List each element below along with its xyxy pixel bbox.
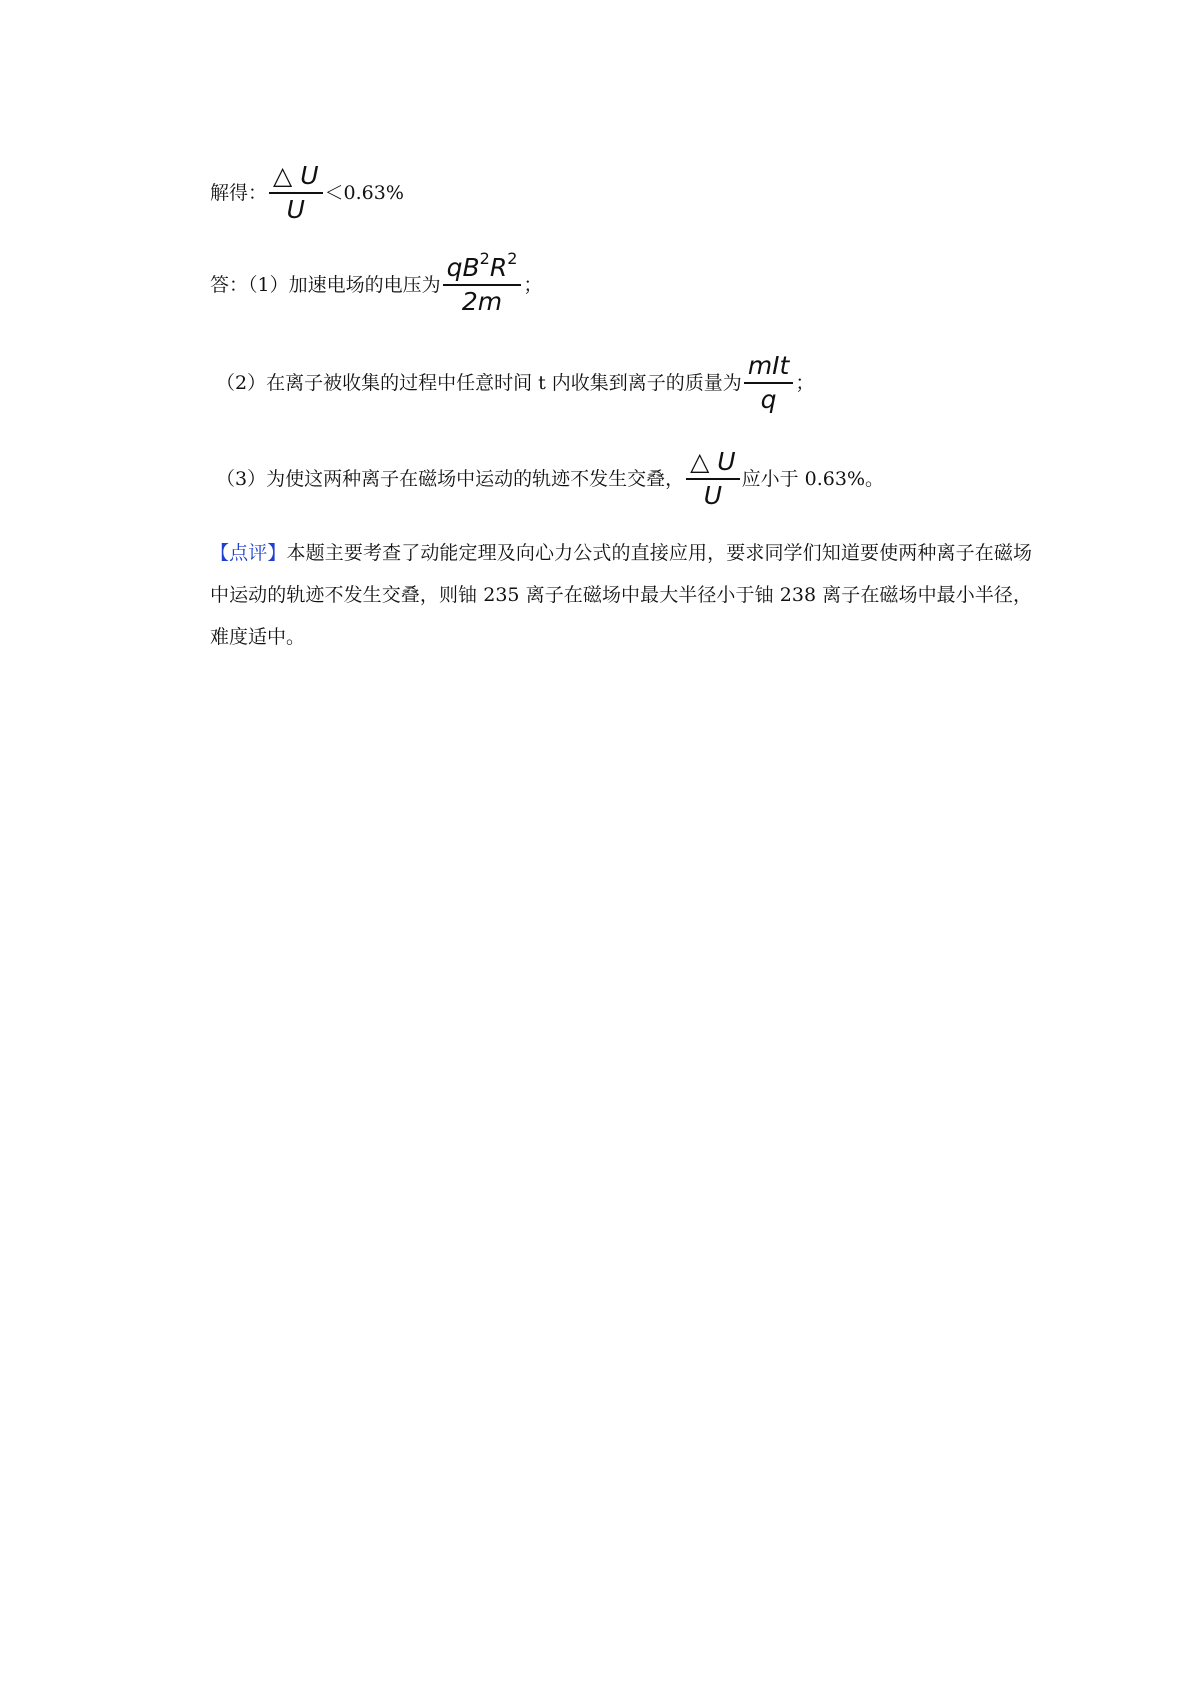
fraction-denominator: U (703, 480, 722, 510)
answer-2-tail: ； (795, 371, 815, 394)
answer-3-text: （3）为使这两种离子在磁场中运动的轨迹不发生交叠， (216, 467, 685, 490)
fraction-numerator: mIt (747, 351, 790, 380)
fraction-numerator: △ U (273, 161, 319, 190)
fraction-denominator: q (760, 384, 777, 414)
fraction-numerator: $qB^2R^2$ (446, 249, 518, 282)
solution-result-tail: ＜0.63% (324, 181, 404, 204)
comment-text: 本题主要考查了动能定理及向心力公式的直接应用，要求同学们知道要使两种离子在磁场中运动的轨迹不发生交叠，则铀 235 离子在磁场中最大半径小于铀 238 离子在磁场中最小半径，难度适中。 (210, 542, 1032, 648)
mass-fraction (744, 350, 794, 416)
answer-1-line (210, 249, 1030, 318)
fraction-denominator: 2m (461, 286, 503, 316)
answer-1-tail: ； (523, 273, 543, 296)
solution-label: 解得： (210, 181, 268, 204)
answer-3-tail: 应小于 0.63%。 (741, 467, 884, 490)
delta-u-over-u-fraction (269, 160, 323, 226)
fraction-numerator: △ U (690, 447, 736, 476)
delta-u-over-u-fraction (686, 446, 740, 512)
answer-3-line (216, 446, 1036, 512)
solution-line (210, 160, 1030, 226)
answer-2-line (216, 350, 1036, 416)
comment-paragraph (210, 532, 1032, 658)
answer-2-text: （2）在离子被收集的过程中任意时间 t 内收集到离子的质量为 (216, 371, 742, 394)
voltage-fraction (443, 249, 522, 318)
comment-tag: 【点评】 (210, 542, 287, 564)
fraction-denominator: U (286, 194, 305, 224)
answer-1-label: 答：（1）加速电场的电压为 (210, 273, 441, 296)
